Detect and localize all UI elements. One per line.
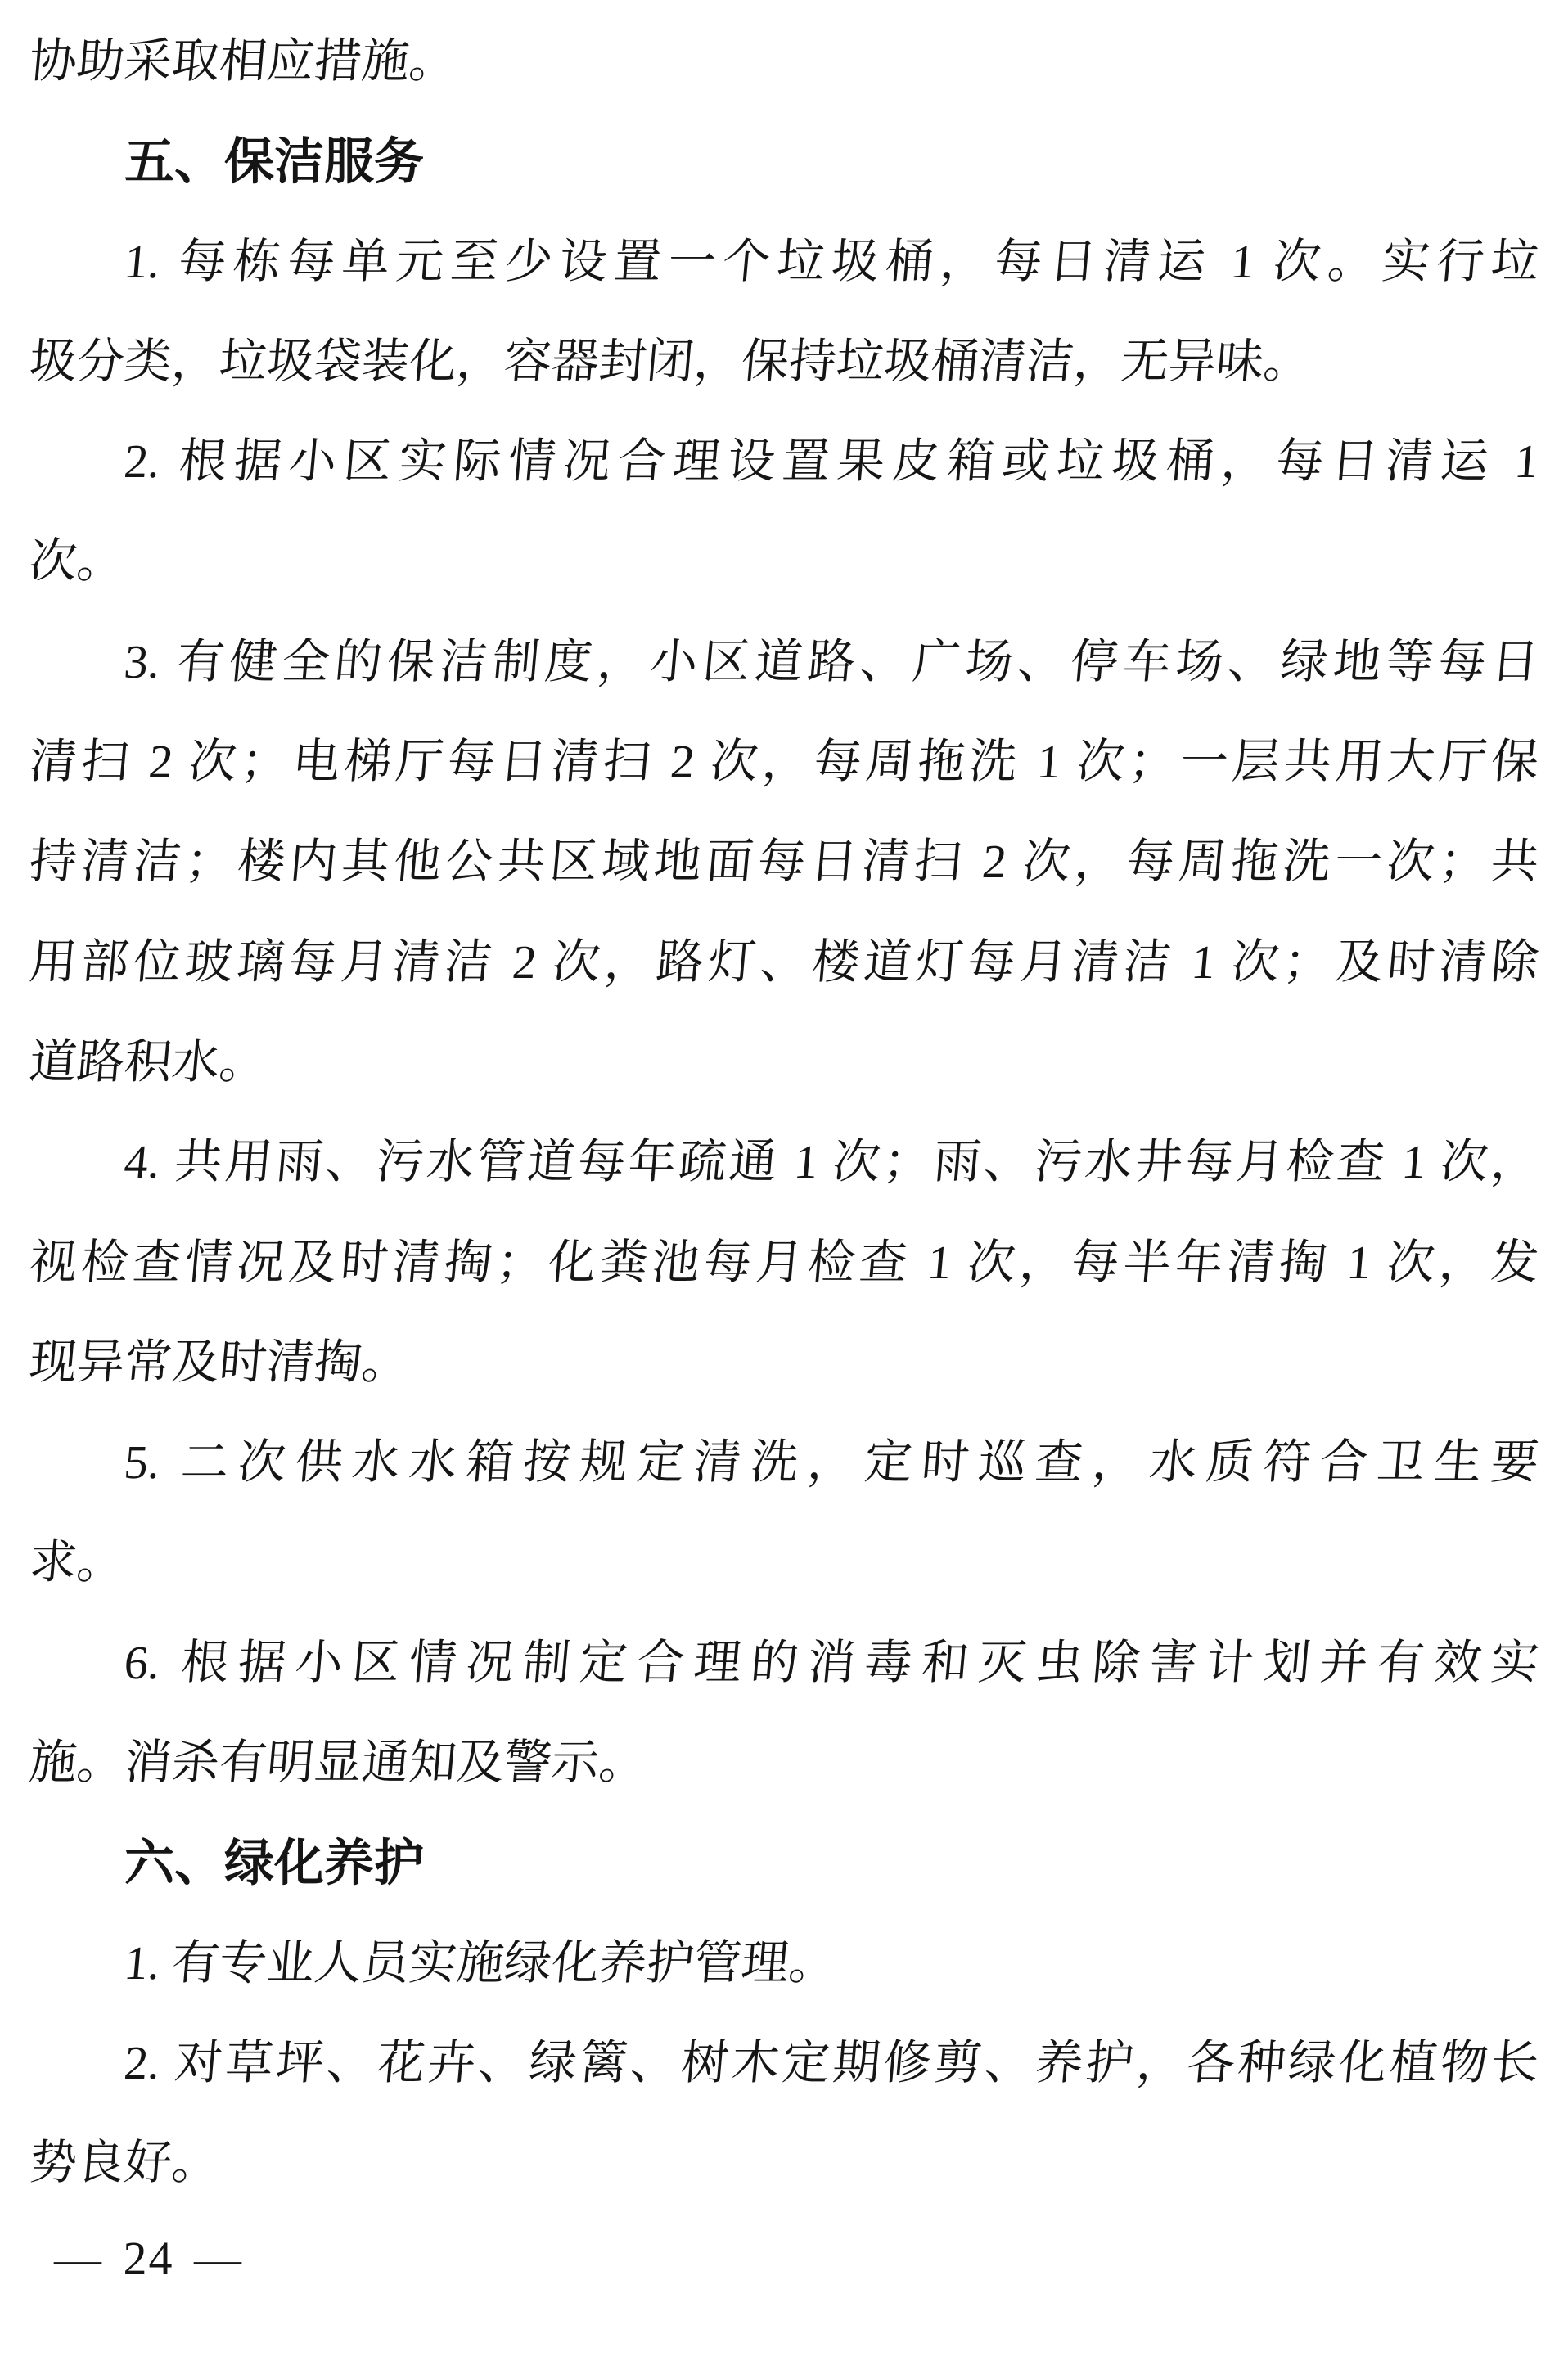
document-text [29, 11, 1539, 2214]
body-text-line: 协助采取相应措施。 [27, 34, 459, 88]
body-text-line: 用部位玻璃每月清洁 2 次，路灯、楼道灯每月清洁 1 次；及时清除 [27, 935, 1541, 989]
body-text-line: 3. 有健全的保洁制度，小区道路、广场、停车场、绿地等每日 [122, 634, 1541, 688]
body-text-line: 施。消杀有明显通知及警示。 [27, 1736, 649, 1790]
body-text-line: 6. 根据小区情况制定合理的消毒和灭虫除害计划并有效实 [122, 1635, 1541, 1689]
section-heading-line: 六、绿化养护 [124, 1835, 425, 1891]
body-text-line: 4. 共用雨、污水管道每年疏通 1 次；雨、污水井每月检查 1 次， [122, 1135, 1541, 1189]
body-text-line: 1. 每栋每单元至少设置一个垃圾桶，每日清运 1 次。实行垃 [122, 234, 1541, 288]
body-text-line: 视检查情况及时清掏；化粪池每月检查 1 次，每半年清掏 1 次，发 [27, 1235, 1541, 1289]
body-text-line: 圾分类，垃圾袋装化，容器封闭，保持垃圾桶清洁，无异味。 [27, 334, 1313, 388]
body-text-line: 清扫 2 次；电梯厅每日清扫 2 次，每周拖洗 1 次；一层共用大厅保 [27, 735, 1541, 789]
body-text-line: 1. 有专业人员实施绿化养护管理。 [122, 1935, 839, 1989]
section-heading-line: 五、保洁服务 [124, 133, 425, 190]
body-text-line: 现异常及时清掏。 [27, 1335, 412, 1389]
body-text-line: 道路积水。 [27, 1034, 269, 1088]
body-text-line: 2. 根据小区实际情况合理设置果皮箱或垃圾桶，每日清运 1 [122, 435, 1541, 489]
body-text-line: 次。 [27, 534, 127, 588]
body-text-line: 5. 二次供水水箱按规定清洗，定时巡查，水质符合卫生要 [122, 1435, 1541, 1489]
body-text-line: 2. 对草坪、花卉、绿篱、树木定期修剪、养护，各种绿化植物长 [122, 2035, 1541, 2089]
body-text-line: 持清洁；楼内其他公共区域地面每日清扫 2 次，每周拖洗一次；共 [27, 835, 1541, 889]
body-text-line: 势良好。 [27, 2136, 222, 2190]
page-number: — 24 — [54, 2232, 243, 2285]
body-text-line: 求。 [27, 1535, 127, 1589]
